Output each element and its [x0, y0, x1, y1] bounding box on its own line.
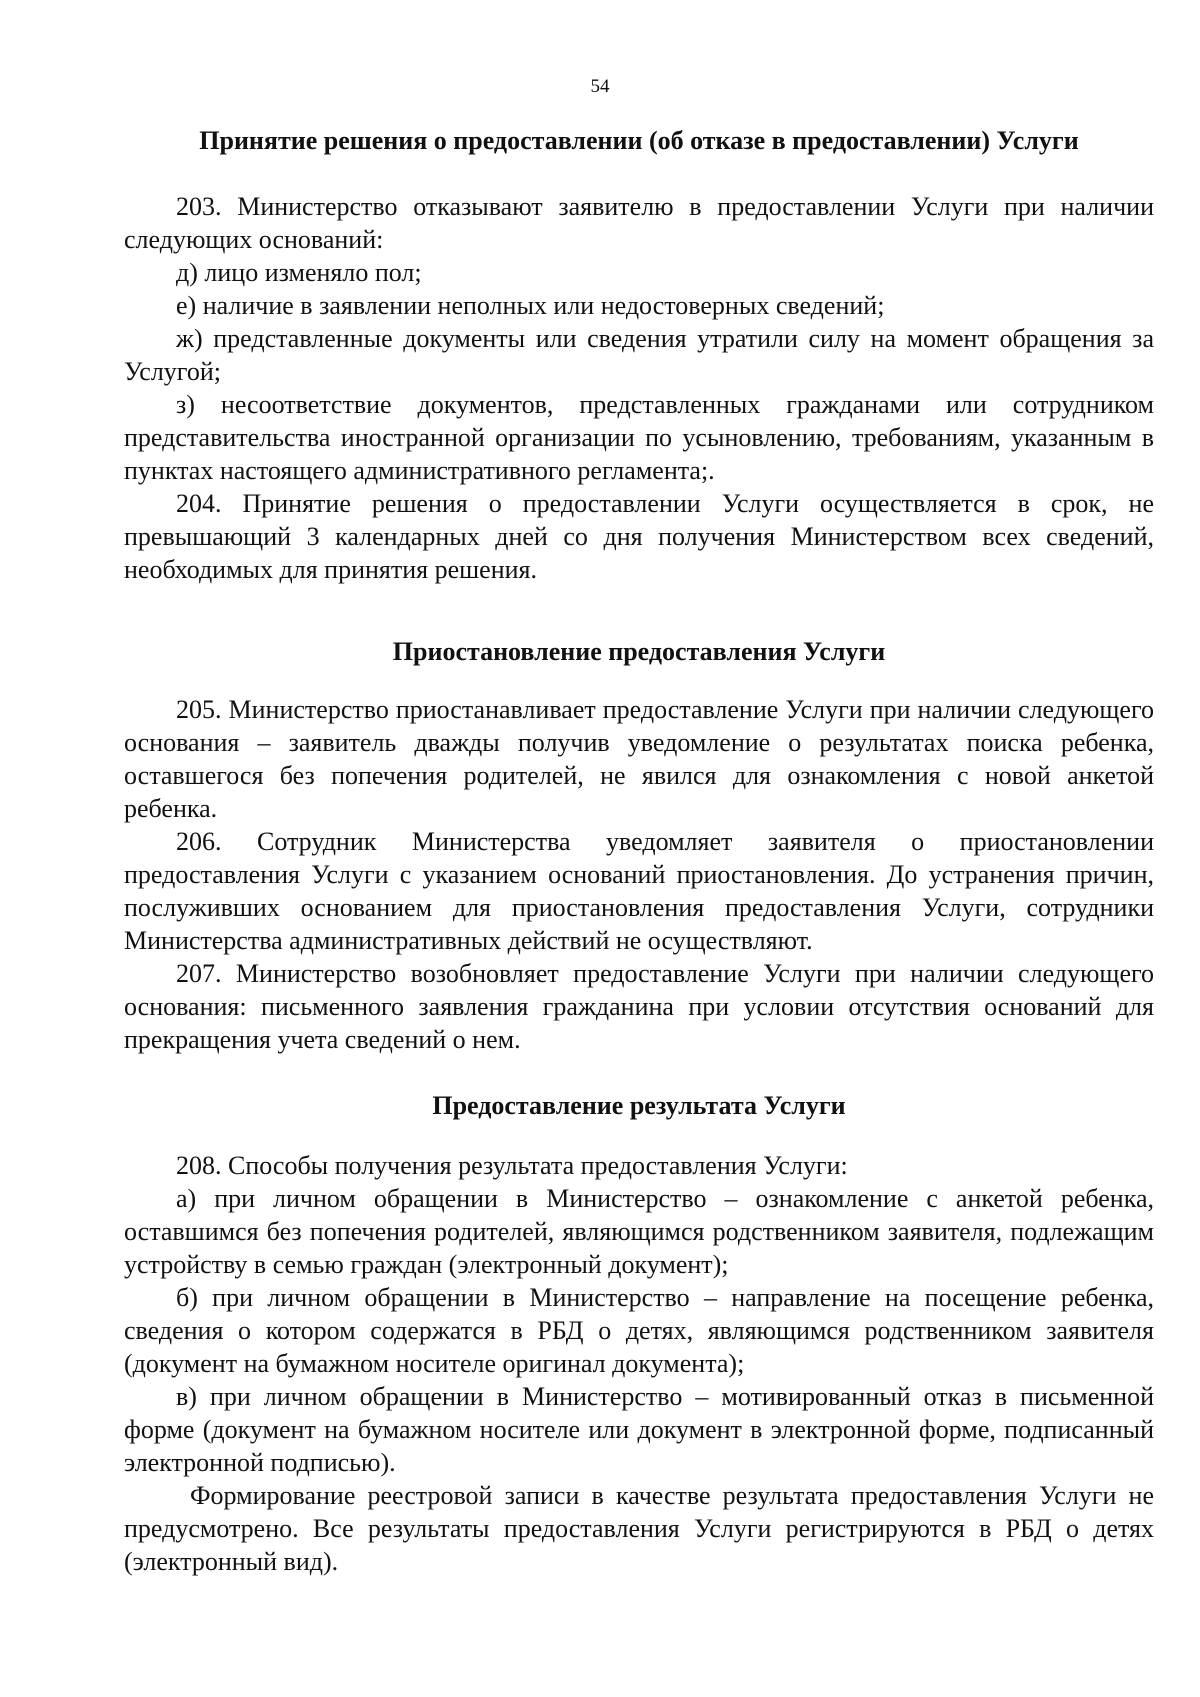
section-heading-decision: Принятие решения о предоставлении (об отказе в предоставлении) Услуги [199, 126, 1079, 155]
paragraph-203: 203. Министерство отказывают заявителю в предоставлении Услуги при наличии следующих оснований: [124, 192, 1154, 254]
page-number: 54 [590, 76, 610, 97]
document-content [124, 124, 1154, 1578]
section-heading-result: Предоставление результата Услуги [432, 1091, 846, 1120]
paragraph-206: 206. Сотрудник Министерства уведомляет заявителя о приостановлении предоставления Услуги с указанием оснований приостановления. До устранения причин, послуживших основанием для приостановления предоставления Услуги, сотрудники Министерства административных действий не осуществляют. [124, 827, 1154, 955]
paragraph-204: 204. Принятие решения о предоставлении Услуги осуществляется в срок, не превышающий 3 календарных дней со дня получения Министерством всех сведений, необходимых для принятия решения. [124, 489, 1154, 584]
spacer [124, 157, 1154, 190]
list-item-b: б) при личном обращении в Министерство – направление на посещение ребенка, сведения о котором содержатся в РБД о детях, являющимся родственником заявителя (документ на бумажном носителе оригинал документа); [124, 1283, 1154, 1378]
list-item-zh: ж) представленные документы или сведения утратили силу на момент обращения за Услугой; [124, 324, 1154, 386]
paragraph-208: 208. Способы получения результата предоставления Услуги: [176, 1151, 848, 1180]
list-item-d: д) лицо изменяло пол; [176, 258, 422, 287]
list-item-a: а) при личном обращении в Министерство – ознакомление с анкетой ребенка, оставшимся без попечения родителей, являющимся родственником заявителя, подлежащим устройству в семью граждан (электронный документ); [124, 1184, 1154, 1279]
list-item-e: е) наличие в заявлении неполных или недостоверных сведений; [176, 291, 885, 320]
paragraph-207: 207. Министерство возобновляет предоставление Услуги при наличии следующего основания: письменного заявления гражданина при условии отсутствия оснований для прекращения учета сведений о нем. [124, 959, 1154, 1054]
list-item-v: в) при личном обращении в Министерство – мотивированный отказ в письменной форме (документ на бумажном носителе или документ в электронной форме, подписанный электронной подписью). [124, 1382, 1154, 1477]
section-heading-suspension: Приостановление предоставления Услуги [392, 637, 886, 666]
spacer [124, 586, 1154, 635]
spacer [124, 668, 1154, 693]
paragraph-registry-record: Формирование реестровой записи в качестве результата предоставления Услуги не предусмотрено. Все результаты предоставления Услуги регистрируются в РБД о детях (электронный вид). [124, 1481, 1154, 1576]
list-item-z: з) несоответствие документов, представленных гражданами или сотрудником представительства иностранной организации по усыновлению, требованиям, указанным в пунктах настоящего административного регламента;. [124, 390, 1154, 485]
spacer [124, 1122, 1154, 1149]
paragraph-205: 205. Министерство приостанавливает предоставление Услуги при наличии следующего основания – заявитель дважды получив уведомление о результатах поиска ребенка, оставшегося без попечения родителей, не явился для ознакомления с новой анкетой ребенка. [124, 695, 1154, 823]
spacer [124, 1056, 1154, 1089]
